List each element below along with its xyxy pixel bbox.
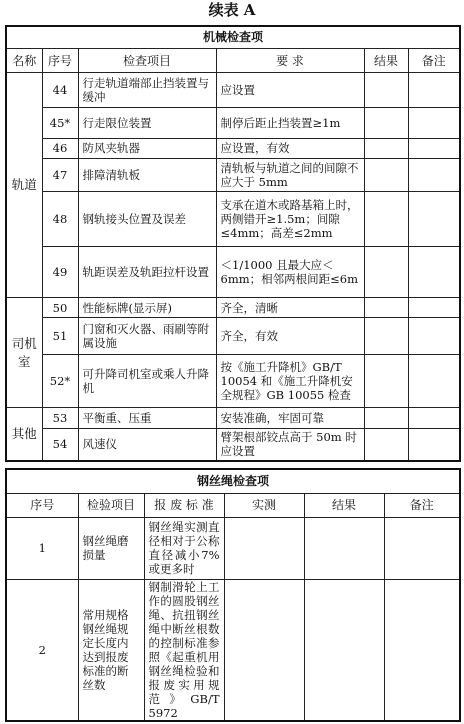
mechanical-section-title: 机械检查项 bbox=[6, 26, 460, 48]
row-note-cell[interactable] bbox=[408, 108, 460, 139]
table-row bbox=[6, 159, 460, 192]
mechanical-inspection-table bbox=[5, 25, 461, 462]
table-row bbox=[6, 73, 460, 108]
table-row bbox=[6, 138, 460, 158]
table-row bbox=[6, 579, 460, 721]
row-requirement: 制停后距止挡装置≥1m bbox=[216, 108, 364, 139]
row-requirement: 应设置，有效 bbox=[216, 138, 364, 158]
col-header-requirement: 要 求 bbox=[216, 48, 364, 73]
table-row bbox=[6, 355, 460, 408]
col-header-item: 检查项目 bbox=[78, 48, 216, 73]
row-note-cell[interactable] bbox=[408, 191, 460, 246]
row-requirement: 支承在道木或路基箱上时，两侧错开≥1.5m；间隙≤4mm；高差≤2mm bbox=[216, 191, 364, 246]
row-result-cell[interactable] bbox=[364, 408, 408, 428]
row-requirement: 应设置 bbox=[216, 73, 364, 108]
row-standard: 钢丝绳实测直径相对于公称直径减小7%或更多时 bbox=[144, 517, 224, 579]
row-seq: 47 bbox=[42, 159, 78, 192]
row-item: 常用规格钢丝绳规定长度内达到报废标准的断丝数 bbox=[78, 579, 144, 721]
row-seq: 1 bbox=[6, 517, 78, 579]
row-result-cell[interactable] bbox=[364, 138, 408, 158]
table-row bbox=[6, 318, 460, 355]
table-row bbox=[6, 517, 460, 579]
group-label-other: 其他 bbox=[6, 408, 42, 461]
row-seq: 53 bbox=[42, 408, 78, 428]
row-result-cell[interactable] bbox=[304, 579, 384, 721]
row-requirement: 安装准确，牢固可靠 bbox=[216, 408, 364, 428]
row-seq: 54 bbox=[42, 428, 78, 461]
row-item: 可升降司机室或乘人升降机 bbox=[78, 355, 216, 408]
row-note-cell[interactable] bbox=[408, 73, 460, 108]
row-seq: 48 bbox=[42, 191, 78, 246]
row-note-cell[interactable] bbox=[408, 355, 460, 408]
row-seq: 46 bbox=[42, 138, 78, 158]
row-result-cell[interactable] bbox=[364, 318, 408, 355]
row-seq: 49 bbox=[42, 247, 78, 298]
row-note-cell[interactable] bbox=[408, 428, 460, 461]
col-header-seq: 序号 bbox=[42, 48, 78, 73]
row-item: 风速仪 bbox=[78, 428, 216, 461]
row-item: 行走限位装置 bbox=[78, 108, 216, 139]
row-requirement: 齐全，清晰 bbox=[216, 298, 364, 318]
col-header-standard: 报 废 标 准 bbox=[144, 493, 224, 517]
row-result-cell[interactable] bbox=[364, 159, 408, 192]
wire-rope-section-title: 钢丝绳检查项 bbox=[6, 469, 460, 493]
row-requirement: ＜1/1000 且最大应＜6mm；相邻两根间距≤6m bbox=[216, 247, 364, 298]
col-header-result: 结果 bbox=[364, 48, 408, 73]
row-item: 排障清轨板 bbox=[78, 159, 216, 192]
col-header-note: 备注 bbox=[384, 493, 460, 517]
row-item: 性能标牌(显示屏) bbox=[78, 298, 216, 318]
row-seq: 2 bbox=[6, 579, 78, 721]
row-item: 钢轨接头位置及误差 bbox=[78, 191, 216, 246]
row-result-cell[interactable] bbox=[364, 428, 408, 461]
row-item: 轨距误差及轨距拉杆设置 bbox=[78, 247, 216, 298]
table-row bbox=[6, 247, 460, 298]
table-row bbox=[6, 428, 460, 461]
row-result-cell[interactable] bbox=[364, 191, 408, 246]
row-note-cell[interactable] bbox=[408, 247, 460, 298]
row-note-cell[interactable] bbox=[408, 138, 460, 158]
row-standard: 钢制滑轮上工作的圆股钢丝绳、抗扭钢丝绳中断丝根数的控制标准参照《起重机用钢丝绳检验和报废实用规范》GB/T 5972 bbox=[144, 579, 224, 721]
table-row bbox=[6, 191, 460, 246]
row-measured-cell[interactable] bbox=[224, 579, 304, 721]
row-result-cell[interactable] bbox=[304, 517, 384, 579]
row-item: 平衡重、压重 bbox=[78, 408, 216, 428]
col-header-measured: 实测 bbox=[224, 493, 304, 517]
row-seq: 44 bbox=[42, 73, 78, 108]
table-row bbox=[6, 408, 460, 428]
row-requirement: 按《施工升降机》GB/T 10054 和《施工升降机安全规程》GB 10055 检查 bbox=[216, 355, 364, 408]
group-label-track: 轨道 bbox=[6, 73, 42, 298]
row-seq: 50 bbox=[42, 298, 78, 318]
col-header-note: 备注 bbox=[408, 48, 460, 73]
col-header-name: 名称 bbox=[6, 48, 42, 73]
row-note-cell[interactable] bbox=[384, 517, 460, 579]
row-note-cell[interactable] bbox=[408, 318, 460, 355]
row-result-cell[interactable] bbox=[364, 108, 408, 139]
table-row bbox=[6, 298, 460, 318]
row-note-cell[interactable] bbox=[384, 579, 460, 721]
wire-rope-inspection-table bbox=[5, 468, 461, 722]
row-result-cell[interactable] bbox=[364, 73, 408, 108]
row-result-cell[interactable] bbox=[364, 298, 408, 318]
row-result-cell[interactable] bbox=[364, 247, 408, 298]
row-item: 防风夹轨器 bbox=[78, 138, 216, 158]
col-header-item: 检验项目 bbox=[78, 493, 144, 517]
group-label-cab: 司机室 bbox=[6, 298, 42, 408]
row-note-cell[interactable] bbox=[408, 408, 460, 428]
row-measured-cell[interactable] bbox=[224, 517, 304, 579]
row-item: 门窗和灭火器、雨刷等附属设施 bbox=[78, 318, 216, 355]
row-item: 钢丝绳磨损量 bbox=[78, 517, 144, 579]
row-requirement: 清轨板与轨道之间的间隙不应大于 5mm bbox=[216, 159, 364, 192]
table-row bbox=[6, 108, 460, 139]
row-result-cell[interactable] bbox=[364, 355, 408, 408]
col-header-result: 结果 bbox=[304, 493, 384, 517]
row-requirement: 齐全，有效 bbox=[216, 318, 364, 355]
row-item: 行走轨道端部止挡装置与缓冲 bbox=[78, 73, 216, 108]
row-seq: 45* bbox=[42, 108, 78, 139]
row-seq: 52* bbox=[42, 355, 78, 408]
row-note-cell[interactable] bbox=[408, 159, 460, 192]
page-title: 续表 A bbox=[208, 1, 256, 19]
row-note-cell[interactable] bbox=[408, 298, 460, 318]
row-requirement: 臂架根部铰点高于 50m 时应设置 bbox=[216, 428, 364, 461]
row-seq: 51 bbox=[42, 318, 78, 355]
col-header-seq: 序号 bbox=[6, 493, 78, 517]
